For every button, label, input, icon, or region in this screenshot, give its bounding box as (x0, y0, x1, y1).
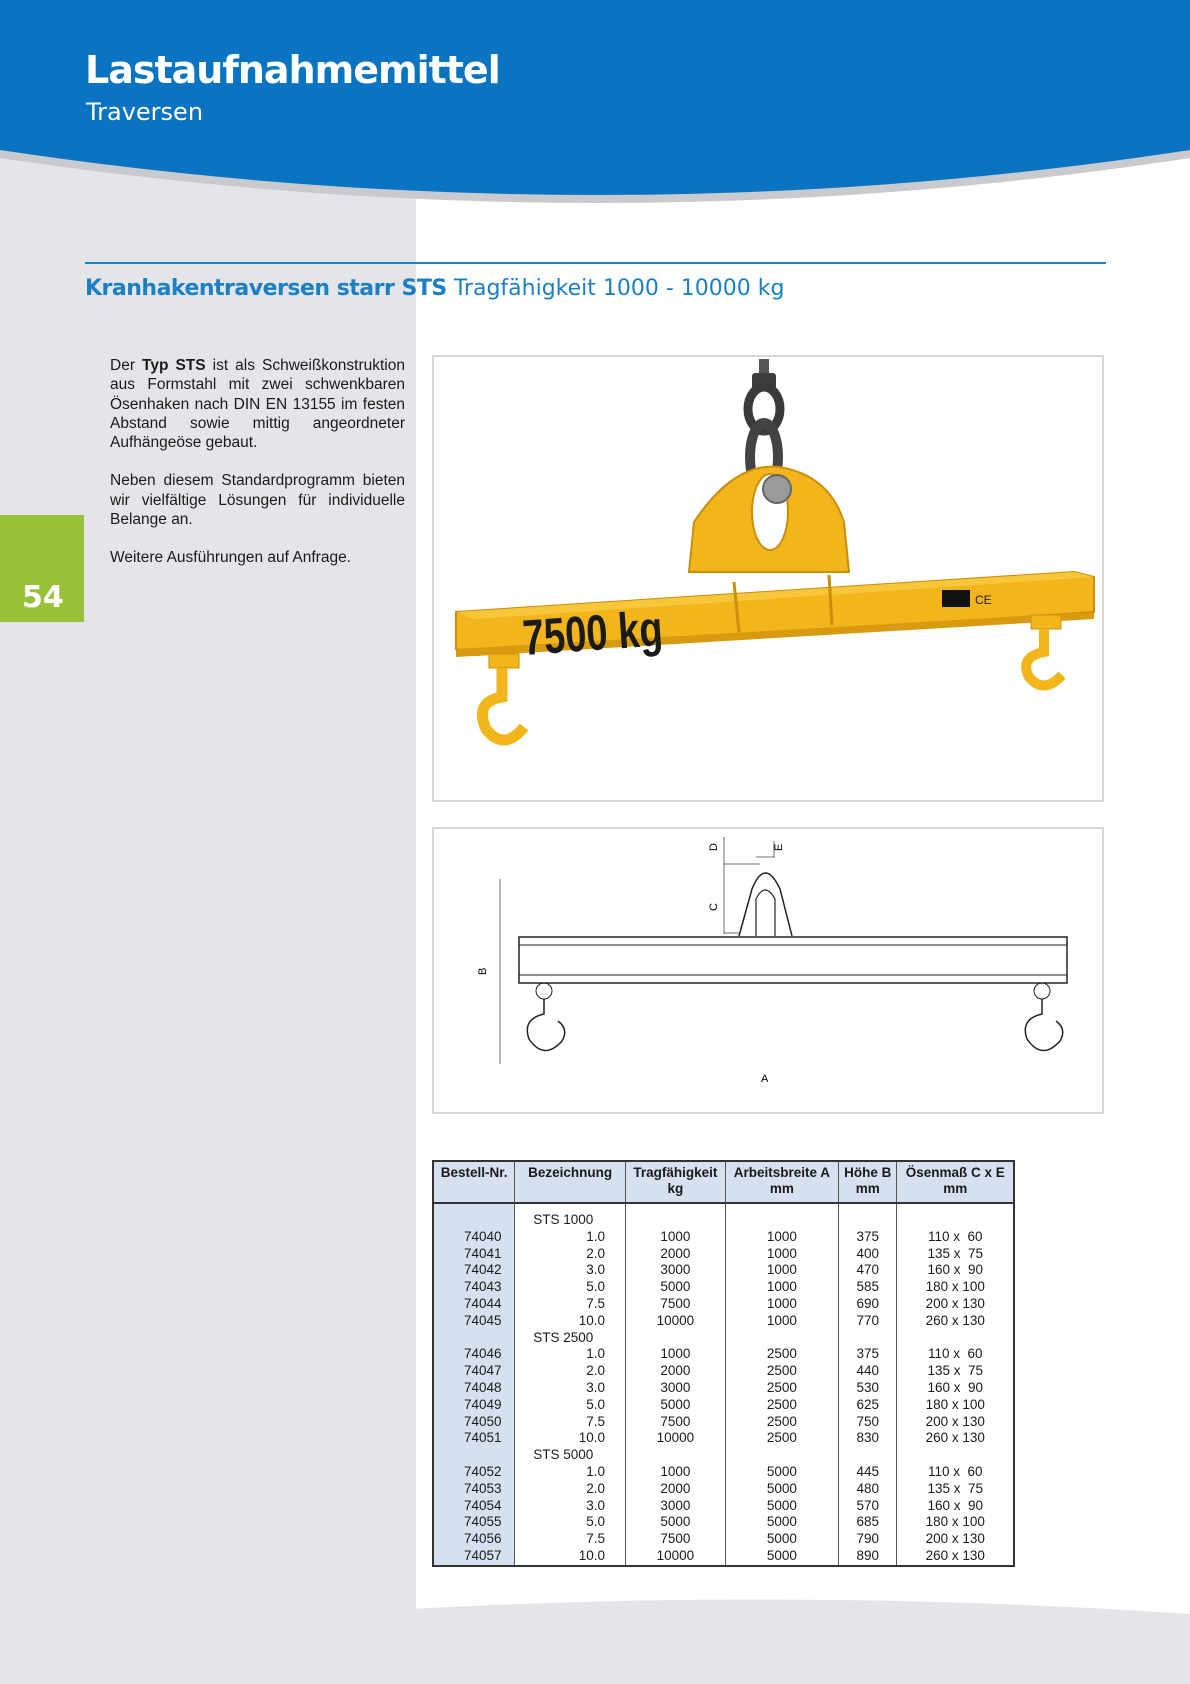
table-cell: 445 (839, 1464, 897, 1481)
table-cell: 74041 (433, 1246, 515, 1263)
table-cell: 74057 (433, 1548, 515, 1566)
table-cell: 5000 (626, 1514, 726, 1531)
table-cell: 3000 (626, 1498, 726, 1515)
table-cell: 5000 (725, 1531, 838, 1548)
table-cell: 135 x 75 (897, 1481, 1014, 1498)
table-cell: 110 x 60 (897, 1464, 1014, 1481)
table-cell: 7.5 (515, 1414, 626, 1431)
desc-text: Der (110, 357, 143, 374)
table-cell: 2500 (725, 1430, 838, 1447)
table-cell: 160 x 90 (897, 1262, 1014, 1279)
dim-label-d: D (708, 843, 720, 851)
table-row (433, 1246, 1014, 1263)
table-row (433, 1262, 1014, 1279)
table-cell: 470 (839, 1262, 897, 1279)
table-cell: 5.0 (515, 1514, 626, 1531)
dim-label-b: B (477, 967, 489, 975)
table-cell: 3000 (626, 1380, 726, 1397)
table-cell: 690 (839, 1296, 897, 1313)
table-cell: 890 (839, 1548, 897, 1566)
table-cell: 2.0 (515, 1363, 626, 1380)
table-cell: 74043 (433, 1279, 515, 1296)
table-row (433, 1397, 1014, 1414)
table-cell: 1000 (725, 1279, 838, 1296)
table-cell: 2500 (725, 1380, 838, 1397)
table-cell: 2000 (626, 1481, 726, 1498)
table-cell: 3.0 (515, 1380, 626, 1397)
table-cell: 7.5 (515, 1531, 626, 1548)
table-row (433, 1498, 1014, 1515)
table-cell: 200 x 130 (897, 1414, 1014, 1431)
table-cell: 2.0 (515, 1481, 626, 1498)
table-cell: 375 (839, 1229, 897, 1246)
table-cell: 74050 (433, 1414, 515, 1431)
table-cell: 74049 (433, 1397, 515, 1414)
table-cell: 7500 (626, 1296, 726, 1313)
table-cell: 750 (839, 1414, 897, 1431)
table-cell: 3000 (626, 1262, 726, 1279)
table-cell: 375 (839, 1346, 897, 1363)
table-cell: 260 x 130 (897, 1313, 1014, 1330)
dimension-drawing (434, 829, 1102, 1112)
table-row (433, 1346, 1014, 1363)
table-cell: 5000 (626, 1397, 726, 1414)
table-row (433, 1514, 1014, 1531)
table-group-row (433, 1212, 1014, 1229)
table-cell: 400 (839, 1246, 897, 1263)
table-cell: 2500 (725, 1363, 838, 1380)
table-cell: 10000 (626, 1548, 726, 1566)
table-cell: 440 (839, 1363, 897, 1380)
left-gray-panel (0, 0, 416, 1684)
table-row (433, 1414, 1014, 1431)
table-cell: 74054 (433, 1498, 515, 1515)
col-header: Ösenmaß C x E mm (897, 1161, 1014, 1203)
table-cell: 2.0 (515, 1246, 626, 1263)
spec-table-body (433, 1203, 1014, 1566)
table-row (433, 1464, 1014, 1481)
dim-label-c: C (708, 903, 720, 911)
table-cell: 110 x 60 (897, 1229, 1014, 1246)
table-cell: 790 (839, 1531, 897, 1548)
col-header: Höhe B mm (839, 1161, 897, 1203)
table-row (433, 1430, 1014, 1447)
table-cell: 74047 (433, 1363, 515, 1380)
table-cell: 135 x 75 (897, 1246, 1014, 1263)
table-cell: 770 (839, 1313, 897, 1330)
table-cell: 5000 (725, 1464, 838, 1481)
table-cell: 74056 (433, 1531, 515, 1548)
page-title: Lastaufnahmemittel (85, 48, 500, 92)
table-row (433, 1229, 1014, 1246)
section-heading (85, 276, 784, 301)
table-cell: 135 x 75 (897, 1363, 1014, 1380)
product-description (110, 356, 405, 587)
table-cell: 5.0 (515, 1397, 626, 1414)
table-cell: 74044 (433, 1296, 515, 1313)
table-cell: 74055 (433, 1514, 515, 1531)
table-cell: 260 x 130 (897, 1548, 1014, 1566)
table-cell: 5000 (725, 1514, 838, 1531)
product-photo (432, 355, 1104, 802)
table-row (433, 1279, 1014, 1296)
col-header: Tragfähigkeit kg (626, 1161, 726, 1203)
table-cell: 1000 (725, 1246, 838, 1263)
table-cell: 570 (839, 1498, 897, 1515)
footer-wave (0, 1574, 1190, 1684)
table-cell: 2000 (626, 1363, 726, 1380)
capacity-label: 7500 kg (520, 597, 708, 666)
table-row (433, 1296, 1014, 1313)
table-cell: 5000 (626, 1279, 726, 1296)
table-cell: 74052 (433, 1464, 515, 1481)
table-cell: 180 x 100 (897, 1279, 1014, 1296)
section-divider (85, 262, 1106, 264)
table-cell: 530 (839, 1380, 897, 1397)
table-cell: 10000 (626, 1430, 726, 1447)
table-cell: 1.0 (515, 1346, 626, 1363)
table-cell: 74040 (433, 1229, 515, 1246)
table-cell: 180 x 100 (897, 1397, 1014, 1414)
table-cell: 5000 (725, 1548, 838, 1566)
table-cell: 180 x 100 (897, 1514, 1014, 1531)
table-cell: 160 x 90 (897, 1380, 1014, 1397)
col-header: Arbeitsbreite A mm (725, 1161, 838, 1203)
table-row (433, 1363, 1014, 1380)
page-number: 54 (22, 580, 64, 615)
table-cell: 74042 (433, 1262, 515, 1279)
description-paragraph (110, 356, 405, 452)
group-name: STS 1000 (515, 1212, 626, 1229)
rating-plate (942, 590, 970, 607)
table-cell: 200 x 130 (897, 1296, 1014, 1313)
description-paragraph: Weitere Ausführungen auf Anfrage. (110, 549, 351, 567)
table-cell: 1000 (626, 1229, 726, 1246)
table-cell: 685 (839, 1514, 897, 1531)
desc-type-bold: Typ STS (142, 357, 206, 374)
table-cell: 74051 (433, 1430, 515, 1447)
table-cell: 7.5 (515, 1296, 626, 1313)
table-cell: 625 (839, 1397, 897, 1414)
table-cell: 2500 (725, 1346, 838, 1363)
spec-table (432, 1160, 1015, 1567)
table-cell: 200 x 130 (897, 1531, 1014, 1548)
table-cell: 1000 (626, 1346, 726, 1363)
table-group-row (433, 1330, 1014, 1347)
table-cell: 2500 (725, 1397, 838, 1414)
section-heading-product: Kranhakentraversen starr STS (85, 276, 447, 301)
table-cell: 5000 (725, 1481, 838, 1498)
table-row (433, 1313, 1014, 1330)
ce-mark: CE (975, 593, 992, 607)
table-cell: 10000 (626, 1313, 726, 1330)
table-cell: 7500 (626, 1531, 726, 1548)
section-heading-capacity: Tragfähigkeit 1000 - 10000 kg (453, 276, 785, 301)
table-cell: 830 (839, 1430, 897, 1447)
table-row (433, 1548, 1014, 1566)
dim-label-a: A (761, 1073, 769, 1085)
table-row (433, 1380, 1014, 1397)
table-row (433, 1481, 1014, 1498)
table-cell: 74045 (433, 1313, 515, 1330)
table-cell: 585 (839, 1279, 897, 1296)
table-cell: 1000 (725, 1296, 838, 1313)
table-cell: 10.0 (515, 1313, 626, 1330)
table-cell: 74046 (433, 1346, 515, 1363)
table-cell: 74053 (433, 1481, 515, 1498)
table-cell: 1000 (725, 1313, 838, 1330)
technical-drawing (432, 827, 1104, 1114)
table-cell: 74048 (433, 1380, 515, 1397)
table-cell: 5.0 (515, 1279, 626, 1296)
table-cell: 2000 (626, 1246, 726, 1263)
description-paragraph: Neben diesem Standardprogramm bieten wir vielfältige Lösungen für individuelle Belange an. (110, 472, 405, 529)
table-group-row (433, 1447, 1014, 1464)
table-cell: 2500 (725, 1414, 838, 1431)
col-header: Bezeichnung (515, 1161, 626, 1203)
table-cell: 3.0 (515, 1498, 626, 1515)
table-cell: 110 x 60 (897, 1346, 1014, 1363)
table-spacer-row (433, 1203, 1014, 1212)
table-cell: 1000 (725, 1229, 838, 1246)
group-name: STS 2500 (515, 1330, 626, 1347)
table-cell: 10.0 (515, 1430, 626, 1447)
table-cell: 10.0 (515, 1548, 626, 1566)
group-name: STS 5000 (515, 1447, 626, 1464)
table-cell: 7500 (626, 1414, 726, 1431)
table-cell: 1.0 (515, 1464, 626, 1481)
beam-illustration (434, 357, 1102, 800)
table-cell: 1000 (626, 1464, 726, 1481)
table-cell: 3.0 (515, 1262, 626, 1279)
dim-label-e: E (773, 843, 785, 851)
table-cell: 480 (839, 1481, 897, 1498)
desc-text: ist als Schweißkonstruktion aus Formstahl mit zwei schwenkbaren Ösenhaken nach DIN EN 13155 im festen Abstand sowie mittig angeordneter Aufhängeöse gebaut. (110, 357, 405, 452)
table-row (433, 1531, 1014, 1548)
table-cell: 1000 (725, 1262, 838, 1279)
table-cell: 5000 (725, 1498, 838, 1515)
table-cell: 1.0 (515, 1229, 626, 1246)
table-cell: 160 x 90 (897, 1498, 1014, 1515)
table-header-row (433, 1161, 1014, 1203)
col-header: Bestell-Nr. (433, 1161, 515, 1203)
page-subtitle: Traversen (86, 98, 204, 126)
table-cell: 260 x 130 (897, 1430, 1014, 1447)
